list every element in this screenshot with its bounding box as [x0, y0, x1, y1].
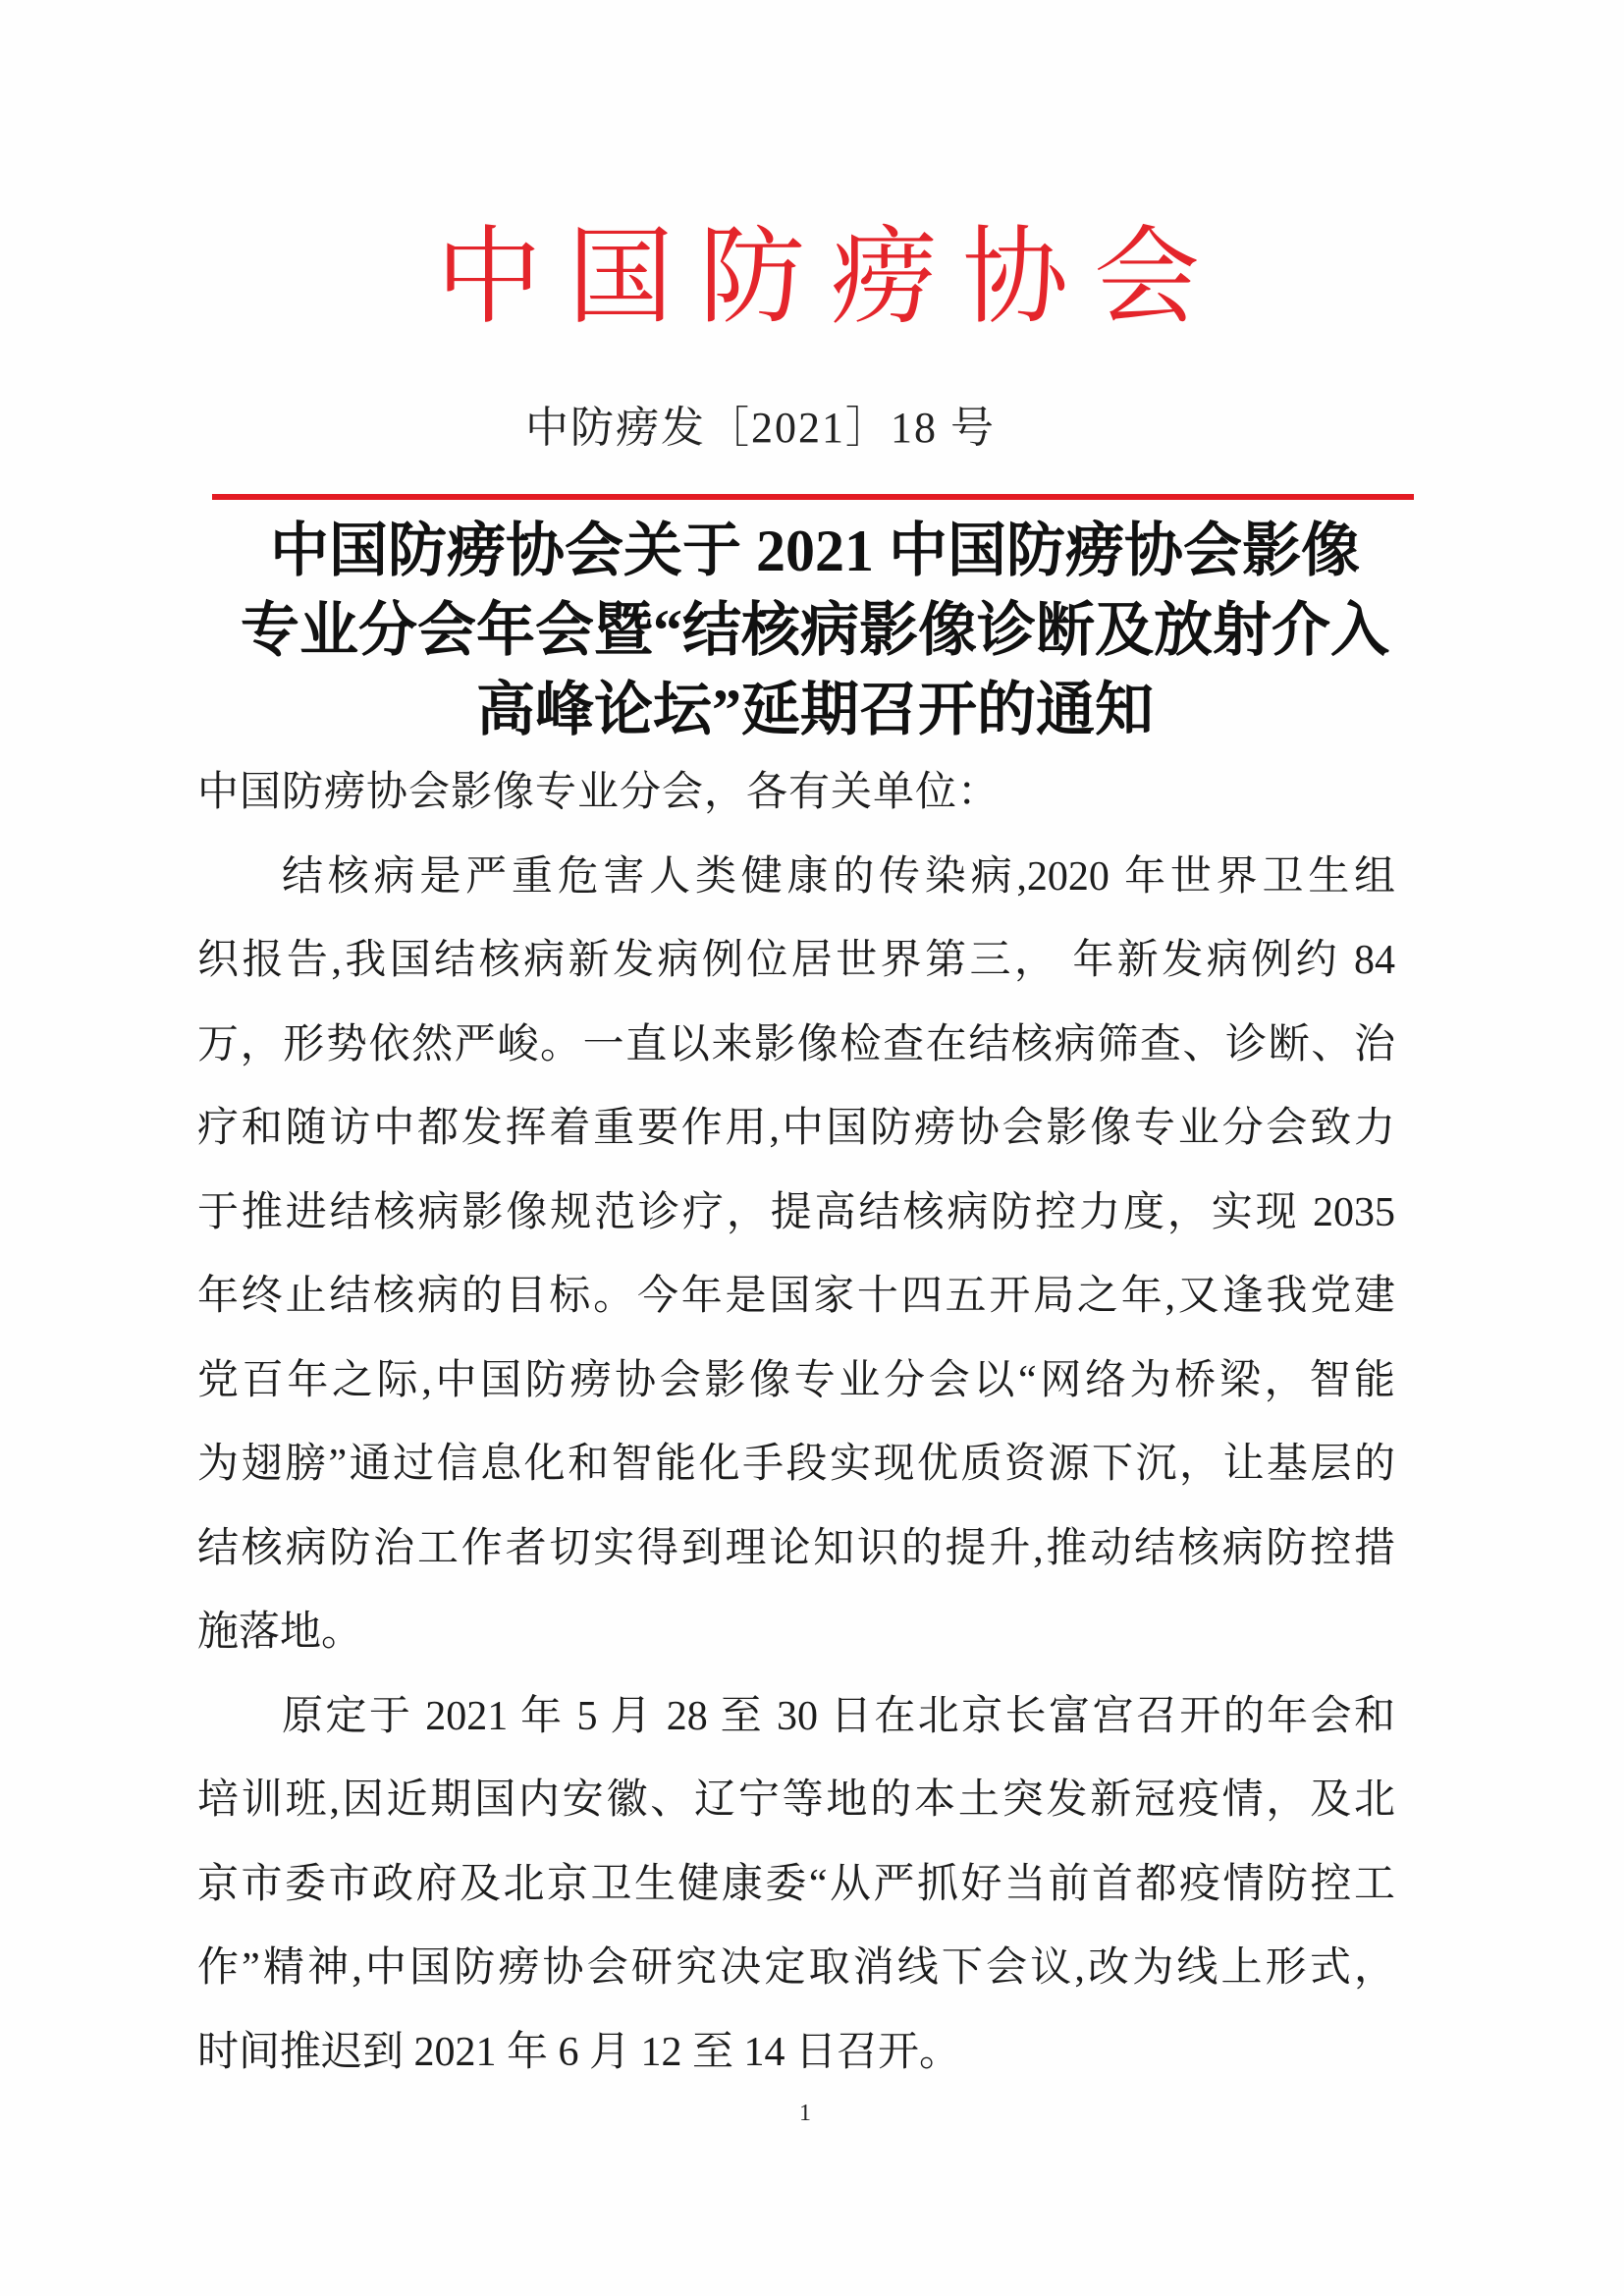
body-line: 结核病防治工作者切实得到理论知识的提升,推动结核病防控措 [197, 1525, 1395, 1571]
title-line: 中国防痨协会关于 2021 中国防痨协会影像 [270, 519, 1360, 583]
body-line: 作”精神,中国防痨协会研究决定取消线下会议,改为线上形式， [197, 1945, 1395, 1991]
body-line: 京市委市政府及北京卫生健康委“从严抓好当前首都疫情防控工 [197, 1861, 1395, 1907]
red-divider-line [212, 494, 1414, 500]
title-line: 高峰论坛”延期召开的通知 [476, 678, 1154, 742]
title-line: 专业分会年会暨“结核病影像诊断及放射介入 [241, 598, 1389, 663]
body-line: 为翅膀”通过信息化和智能化手段实现优质资源下沉，让基层的 [197, 1442, 1395, 1487]
document-body [197, 751, 1395, 2095]
body-line: 疗和随访中都发挥着重要作用,中国防痨协会影像专业分会致力 [197, 1106, 1395, 1151]
document-number: 中防痨发［2021］18 号 [525, 404, 996, 452]
body-line: 培训班,因近期国内安徽、辽宁等地的本土突发新冠疫情，及北 [197, 1777, 1395, 1823]
paragraph-1 [197, 836, 1395, 1675]
page-number: 1 [799, 2101, 811, 2126]
paragraph-2 [197, 1675, 1395, 2096]
body-line: 年终止结核病的目标。今年是国家十四五开局之年,又逢我党建 [197, 1274, 1395, 1319]
organization-letterhead: 中国防痨协会 [435, 216, 1225, 339]
body-line: 施落地。 [197, 1610, 363, 1655]
body-line: 万，形势依然严峻。一直以来影像检查在结核病筛查、诊断、治 [197, 1021, 1395, 1067]
body-line: 时间推迟到 2021 年 6 月 12 至 14 日召开。 [197, 2029, 961, 2075]
body-line: 党百年之际,中国防痨协会影像专业分会以“网络为桥梁，智能 [197, 1357, 1395, 1403]
document-title [177, 512, 1453, 750]
body-line: 结核病是严重危害人类健康的传染病,2020 年世界卫生组 [282, 853, 1395, 900]
body-line: 织报告,我国结核病新发病例位居世界第三， 年新发病例约 84 [197, 938, 1395, 983]
body-line: 于推进结核病影像规范诊疗，提高结核病防控力度，实现 2035 [197, 1189, 1395, 1235]
salutation: 中国防痨协会影像专业分会，各有关单位： [197, 770, 1001, 815]
body-line: 原定于 2021 年 5 月 28 至 30 日在北京长富宫召开的年会和 [282, 1693, 1395, 1739]
